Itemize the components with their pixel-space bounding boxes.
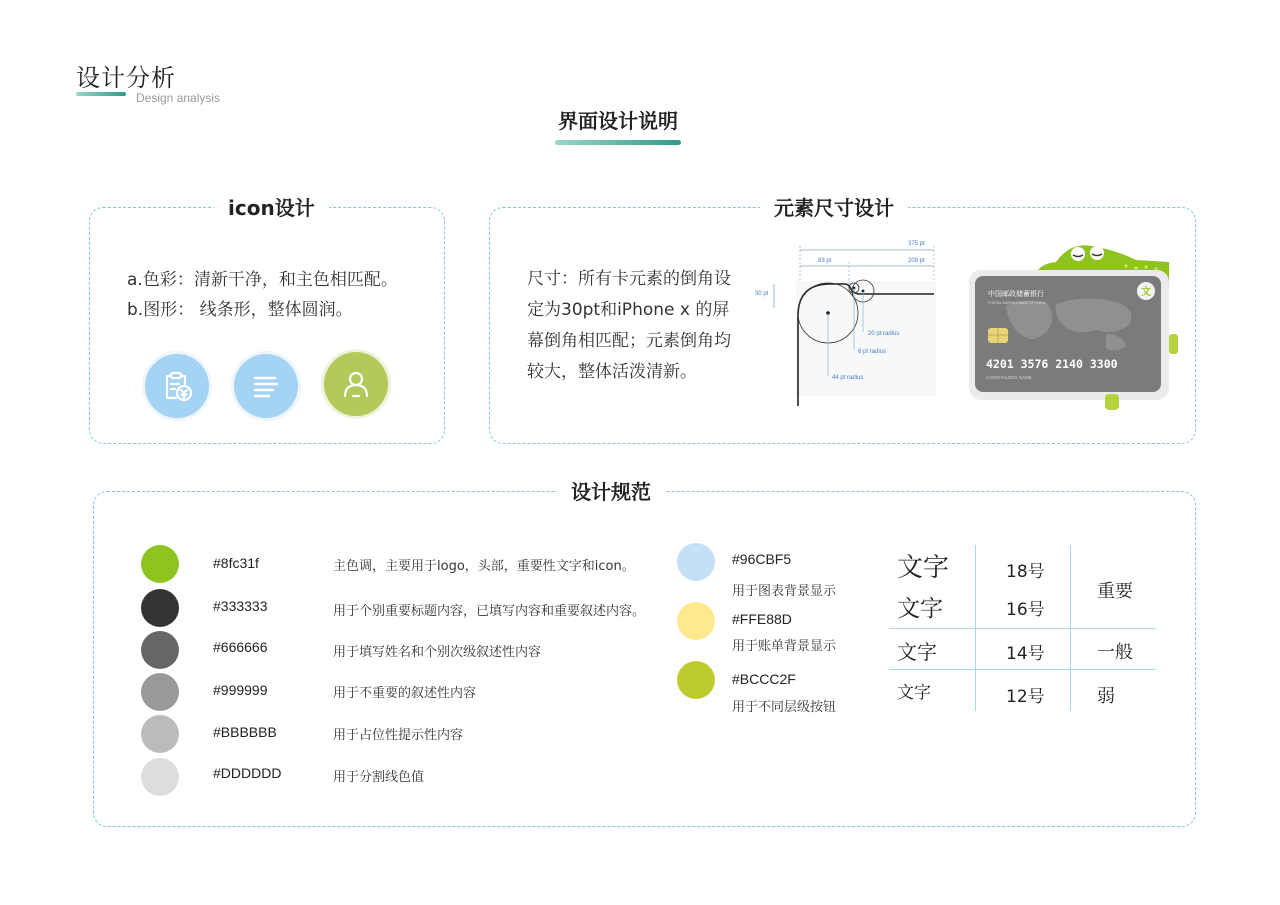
color-swatch-666 [141, 631, 179, 669]
usage-label: 用于个别重要标题内容，已填写内容和重要叙述内容。 [333, 604, 646, 619]
dim-209-label: 209 pt [908, 258, 925, 264]
color-swatch-button [677, 661, 715, 699]
radius-20-label: 20 pt radius [868, 331, 900, 337]
card-bank-name-en: POSTAL SAVINGS BANK OF CHINA [988, 301, 1046, 305]
icon-panel-title: icon设计 [214, 192, 329, 221]
font-size-12: 12号 [1006, 687, 1045, 707]
color-swatch-999 [141, 673, 179, 711]
typo-sample-14: 文字 [897, 640, 937, 664]
level-important: 重要 [1097, 581, 1133, 602]
user-icon [324, 352, 388, 416]
corner-radius-diagram [748, 236, 938, 416]
design-spec-panel [93, 480, 1196, 827]
usage-label: 用于账单背景显示 [732, 639, 837, 654]
svg-text:文: 文 [1141, 287, 1151, 298]
icon-desc-shape: b.图形： 线条形，整体圆润。 [127, 300, 353, 320]
section-heading: 界面设计说明 [558, 109, 678, 133]
hex-label: #BCCC2F [732, 671, 796, 687]
hex-label: #DDDDDD [213, 765, 282, 781]
table-divider [889, 628, 1156, 629]
card-number: 4201 3576 2140 3300 [986, 357, 1118, 371]
level-normal: 一般 [1097, 642, 1133, 663]
color-swatch-primary [141, 545, 179, 583]
table-divider [889, 669, 1156, 670]
dim-83-label: 83 pt [818, 258, 832, 264]
usage-label: 用于不重要的叙述性内容 [333, 686, 477, 701]
card-bank-name: 中国邮政储蓄银行 [988, 290, 1044, 298]
color-swatch-chart [677, 543, 715, 581]
hex-label: #999999 [213, 682, 268, 698]
dim-375-label: 375 pt [908, 241, 925, 247]
level-weak: 弱 [1097, 686, 1115, 707]
icon-design-panel [89, 196, 445, 444]
hex-label: #8fc31f [213, 555, 259, 571]
typo-sample-18: 文字 [897, 553, 950, 583]
color-swatch-bill [677, 602, 715, 640]
card-holder: CARDHOLDER NAME [986, 375, 1032, 380]
color-swatch-ddd [141, 758, 179, 796]
page-subtitle: Design analysis [136, 91, 221, 105]
list-lines-icon [234, 354, 298, 418]
heading-underline [555, 140, 681, 145]
hex-label: #BBBBBB [213, 724, 277, 740]
color-swatch-333 [141, 589, 179, 627]
usage-label: 用于图表背景显示 [732, 584, 837, 599]
size-panel-title: 元素尺寸设计 [760, 192, 908, 221]
dim-30-label: 30 pt [755, 291, 769, 297]
page-title: 设计分析 [76, 64, 176, 92]
clipboard-yuan-icon [145, 354, 209, 418]
typo-sample-12: 文字 [897, 683, 931, 703]
bank-card-illustration [966, 238, 1196, 418]
usage-label: 用于不同层级按钮 [732, 700, 837, 715]
font-size-16: 16号 [1006, 600, 1045, 620]
color-swatch-bbb [141, 715, 179, 753]
font-size-18: 18号 [1006, 562, 1045, 582]
font-size-14: 14号 [1006, 644, 1045, 664]
spec-panel-title: 设计规范 [557, 476, 665, 505]
radius-6-label: 6 pt radius [858, 349, 887, 355]
usage-label: 用于填写姓名和个别次级叙述性内容 [333, 645, 542, 660]
hex-label: #666666 [213, 639, 268, 655]
size-description: 尺寸：所有卡元素的倒角设定为30pt和iPhone x 的屏幕倒角相匹配；元素倒角均较大，整体活泼清新。 [527, 269, 731, 382]
usage-label: 用于占位性提示性内容 [333, 728, 464, 743]
icon-desc-color: a.色彩：清新干净，和主色相匹配。 [127, 270, 398, 290]
size-design-panel [489, 196, 1196, 444]
typo-sample-16: 文字 [897, 596, 943, 622]
hex-label: #FFE88D [732, 611, 792, 627]
radius-44-label: 44 pt radius [832, 375, 864, 381]
hex-label: #96CBF5 [732, 551, 792, 567]
title-underline [76, 92, 126, 96]
usage-label: 用于分割线色值 [333, 770, 425, 785]
usage-label: 主色调，主要用于logo，头部，重要性文字和icon。 [333, 559, 635, 574]
hex-label: #333333 [213, 598, 268, 614]
